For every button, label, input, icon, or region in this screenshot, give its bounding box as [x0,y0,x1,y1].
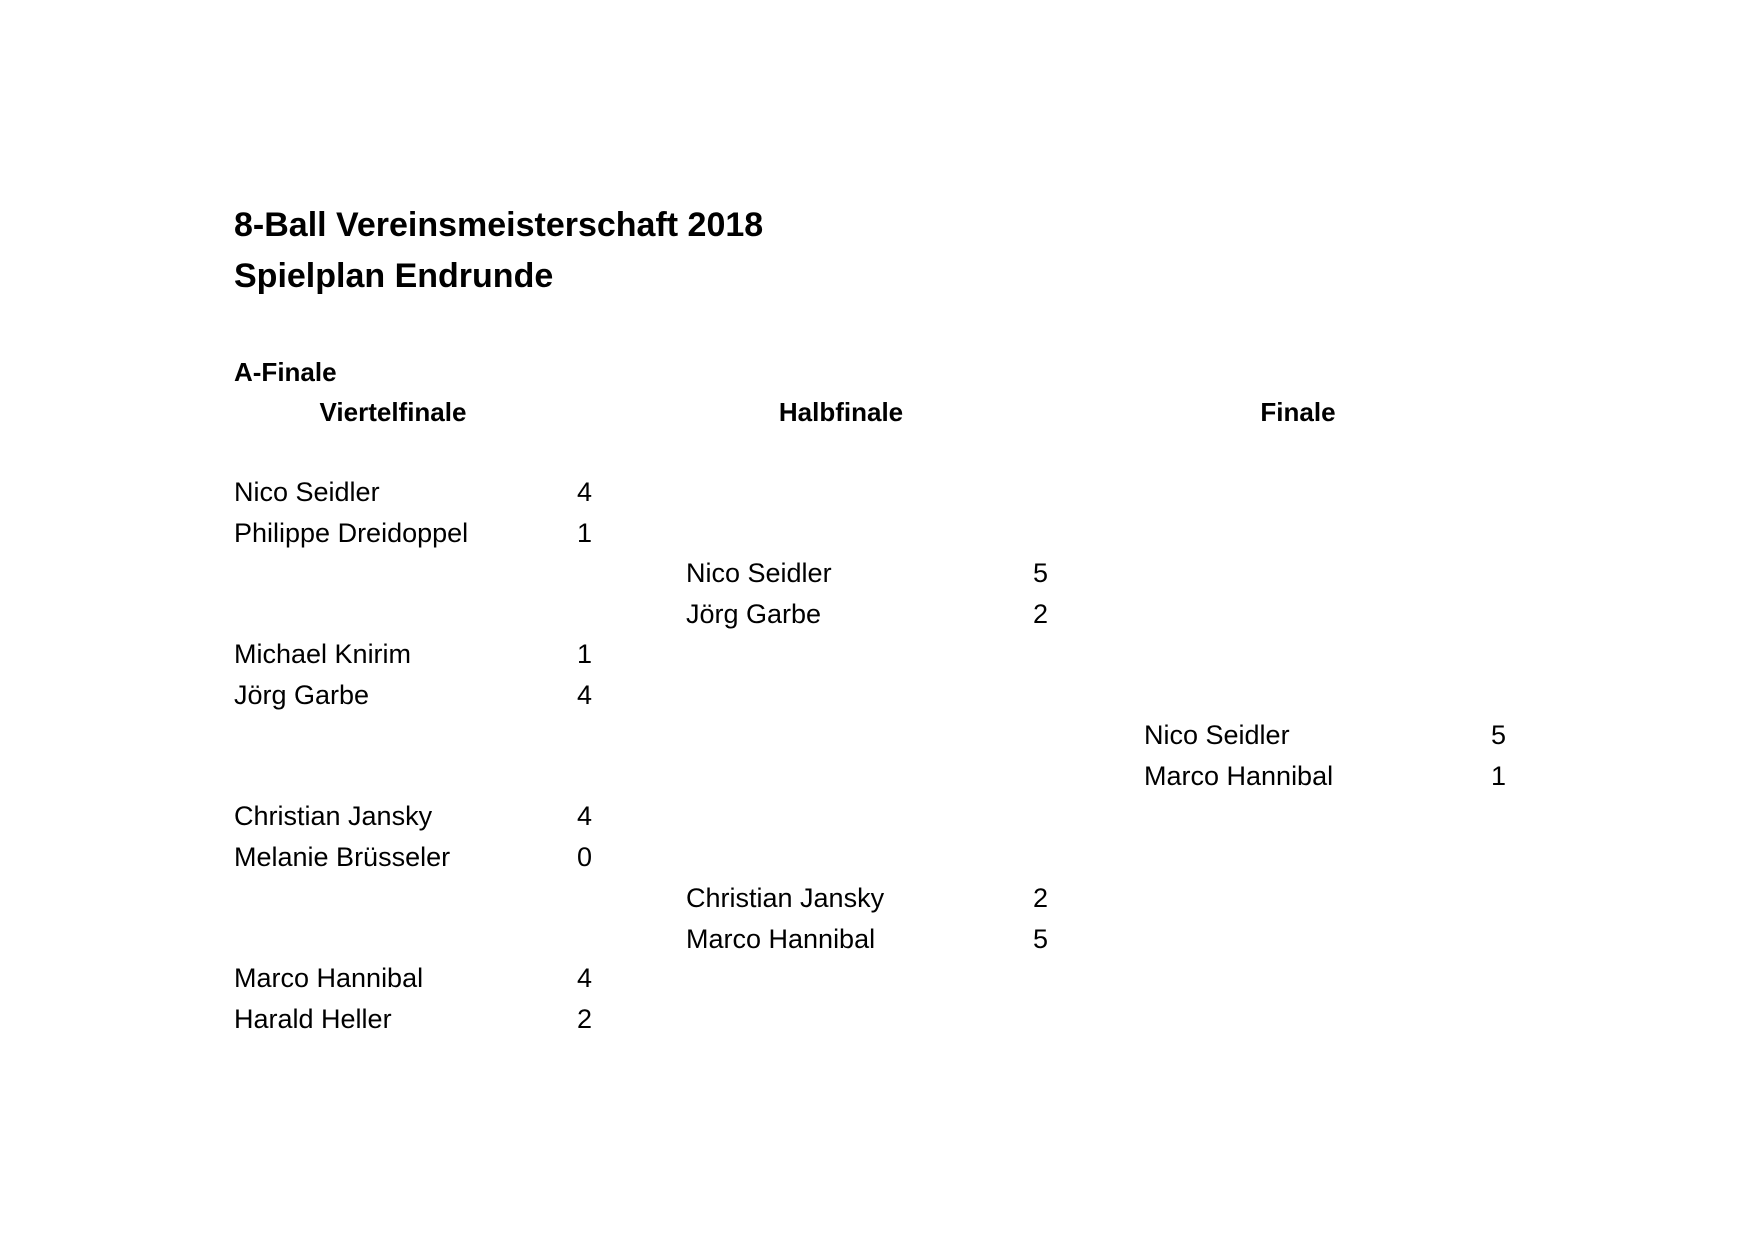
sf1-player2-score: 2 [1033,599,1049,629]
qf4-player2-name: Harald Heller [234,1004,392,1034]
qf3-player1-score: 4 [577,801,593,831]
sf2-player2-name: Marco Hannibal [686,924,876,954]
final-player2-name: Marco Hannibal [1144,761,1334,791]
sf1-player2-name: Jörg Garbe [686,599,822,629]
qf1-player2-score: 1 [577,518,593,548]
sf1-player1-score: 5 [1033,558,1049,588]
qf2-player2-name: Jörg Garbe [234,680,370,710]
qf2-player2-score: 4 [577,680,593,710]
sf1-player1-name: Nico Seidler [686,558,832,588]
qf3-player2-score: 0 [577,842,593,872]
document-subtitle: Spielplan Endrunde [234,257,554,295]
round-header-final: Finale [1260,397,1336,427]
round-header-semifinal: Halbfinale [778,397,904,427]
section-heading: A-Finale [234,357,337,387]
qf3-player1-name: Christian Jansky [234,801,433,831]
sf2-player1-name: Christian Jansky [686,883,885,913]
document-title: 8-Ball Vereinsmeisterschaft 2018 [234,206,764,244]
round-header-quarterfinal: Viertelfinale [319,397,467,427]
qf2-player1-score: 1 [577,639,593,669]
qf3-player2-name: Melanie Brüsseler [234,842,451,872]
final-player2-score: 1 [1491,761,1507,791]
qf1-player1-score: 4 [577,477,593,507]
sf2-player2-score: 5 [1033,924,1049,954]
qf1-player1-name: Nico Seidler [234,477,380,507]
final-player1-name: Nico Seidler [1144,720,1290,750]
qf1-player2-name: Philippe Dreidoppel [234,518,469,548]
sf2-player1-score: 2 [1033,883,1049,913]
qf4-player1-name: Marco Hannibal [234,963,424,993]
qf4-player1-score: 4 [577,963,593,993]
qf4-player2-score: 2 [577,1004,593,1034]
qf2-player1-name: Michael Knirim [234,639,412,669]
final-player1-score: 5 [1491,720,1507,750]
